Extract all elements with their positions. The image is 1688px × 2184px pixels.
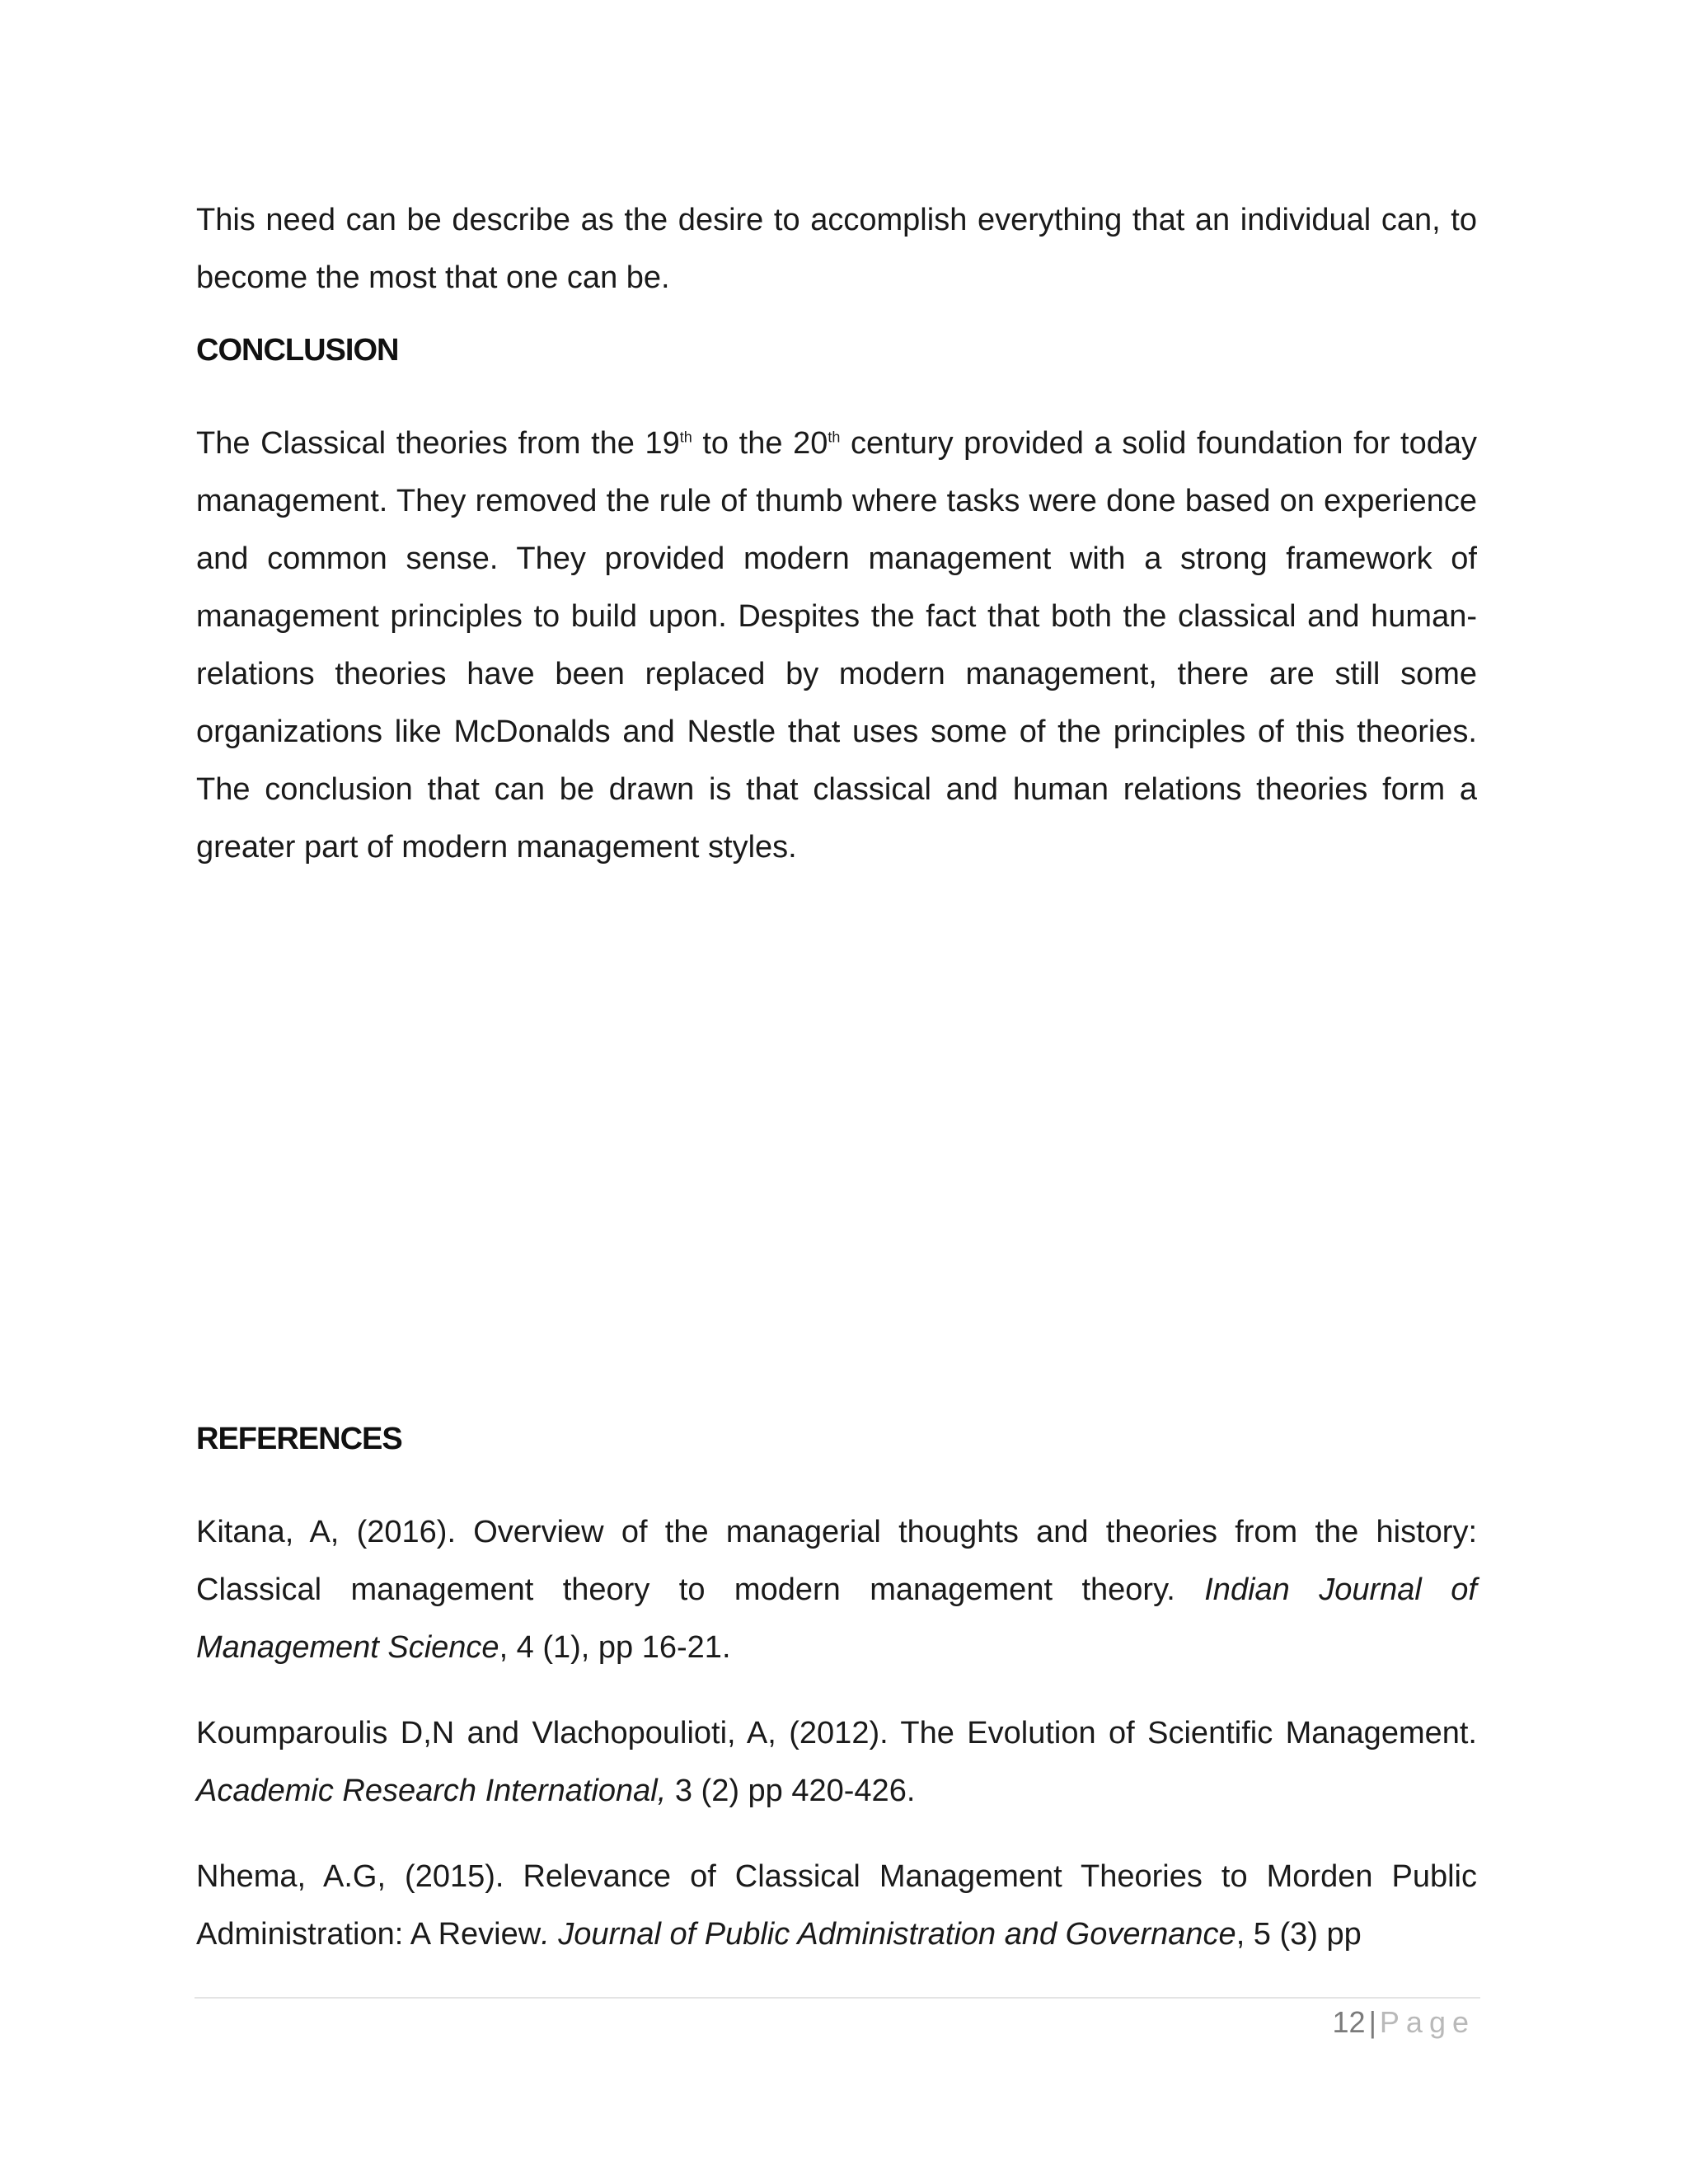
reference-details: 3 (2) pp 420-426. — [666, 1774, 916, 1808]
superscript-th-2: th — [828, 429, 841, 446]
reference-item — [196, 1704, 1477, 1820]
page-footer — [1333, 1998, 1475, 2047]
conclusion-text-part-2: to the 20 — [692, 426, 828, 461]
conclusion-paragraph — [196, 415, 1477, 876]
reference-journal: Academic Research International, — [196, 1774, 667, 1808]
intro-paragraph: This need can be describe as the desire to accomplish everything that an individual can, to become the most that one can be. — [196, 203, 1477, 295]
reference-journal: Indian Journal of Management Science — [196, 1572, 1477, 1665]
reference-text: Nhema, A.G, (2015). Relevance of Classical Management Theories to Morden Public Administration: A Review — [196, 1859, 1477, 1952]
reference-text: Kitana, A, (2016). Overview of the managerial thoughts and theories from the history: Classical management theory to modern management theory. — [196, 1515, 1477, 1607]
footer-separator: | — [1368, 2005, 1376, 2039]
reference-details: , 5 (3) pp — [1236, 1917, 1362, 1952]
conclusion-text-part-3: century provided a solid foundation for today management. They removed the rule of thumb where tasks were done based on experience and common sense. They provided modern management with a strong framework of management principles to build upon. Despites the fact that both the classical and human-relations theories have been replaced by modern management, there are still some organizations like McDonalds and Nestle that uses some of the principles of this theories. The conclusion that can be drawn is that classical and human relations theories form a greater part of modern management styles. — [196, 426, 1477, 865]
conclusion-heading: CONCLUSION — [196, 333, 399, 368]
superscript-th-1: th — [679, 429, 692, 446]
footer-divider — [195, 1997, 1480, 1999]
reference-item — [196, 1503, 1477, 1676]
reference-item — [196, 1848, 1477, 1963]
reference-text: Koumparoulis D,N and Vlachopoulioti, A, (2012). The Evolution of Scientific Management. — [196, 1716, 1477, 1750]
references-heading: REFERENCES — [196, 1422, 402, 1456]
page-number: 12 — [1332, 2005, 1366, 2039]
reference-details: , 4 (1), pp 16-21. — [499, 1630, 731, 1665]
reference-journal: . Journal of Public Administration and Governance — [541, 1917, 1236, 1952]
page-label: Page — [1379, 2005, 1475, 2039]
conclusion-text-part-1: The Classical theories from the 19 — [196, 426, 680, 461]
